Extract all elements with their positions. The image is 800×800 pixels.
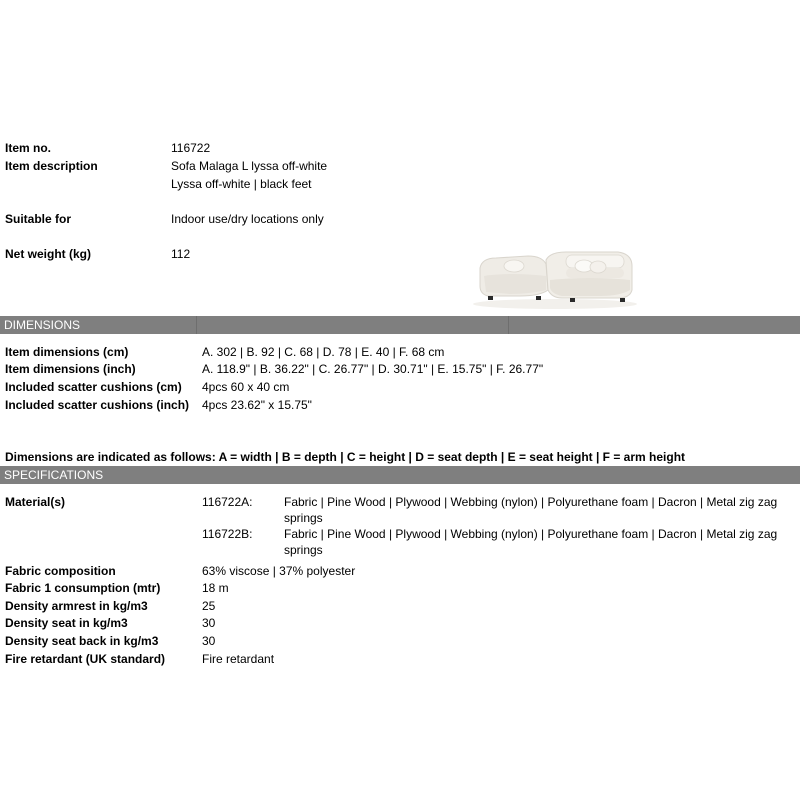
suitable-for-value: Indoor use/dry locations only: [171, 212, 324, 226]
spec-label: Fabric 1 consumption (mtr): [5, 581, 161, 595]
item-description-label: Item description: [5, 159, 98, 173]
suitable-for-label: Suitable for: [5, 212, 72, 226]
specifications-title: SPECIFICATIONS: [4, 468, 104, 482]
dimension-label: Included scatter cushions (cm): [5, 380, 182, 394]
dimension-label: Included scatter cushions (inch): [5, 398, 190, 412]
spec-value: 63% viscose | 37% polyester: [202, 564, 356, 578]
spec-label: Density armrest in kg/m3: [5, 599, 148, 613]
net-weight-label: Net weight (kg): [5, 247, 91, 261]
item-no-value: 116722: [171, 141, 211, 155]
divider: [508, 316, 509, 334]
material-code: 116722B:: [202, 527, 253, 541]
material-value: Fabric | Pine Wood | Plywood | Webbing (nylon) | Polyurethane foam | Dacron | Metal zig zag springs: [284, 527, 778, 557]
sofa-product-image: [470, 246, 640, 312]
dimensions-section-header: [0, 316, 800, 334]
spec-value: 30: [202, 616, 216, 630]
materials-label: Material(s): [5, 495, 66, 509]
spec-value: 30: [202, 634, 216, 648]
material-value: Fabric | Pine Wood | Plywood | Webbing (nylon) | Polyurethane foam | Dacron | Metal zig zag springs: [284, 495, 778, 525]
dimension-value: A. 118.9" | B. 36.22" | C. 26.77" | D. 30.71" | E. 15.75" | F. 26.77": [202, 362, 544, 376]
item-description-line2: Lyssa off-white | black feet: [171, 177, 312, 191]
net-weight-value: 112: [171, 247, 191, 261]
dimension-value: 4pcs 23.62" x 15.75": [202, 398, 312, 412]
spec-label: Density seat back in kg/m3: [5, 634, 159, 648]
dimension-value: A. 302 | B. 92 | C. 68 | D. 78 | E. 40 | F. 68 cm: [202, 345, 445, 359]
spec-value: Fire retardant: [202, 652, 275, 666]
spec-label: Fabric composition: [5, 564, 116, 578]
material-code: 116722A:: [202, 495, 253, 509]
item-description-line1: Sofa Malaga L lyssa off-white: [171, 159, 328, 173]
divider: [196, 316, 197, 334]
dimensions-title: DIMENSIONS: [4, 318, 81, 332]
spec-value: 25: [202, 599, 216, 613]
spec-label: Density seat in kg/m3: [5, 616, 128, 630]
dimension-value: 4pcs 60 x 40 cm: [202, 380, 290, 394]
dimension-label: Item dimensions (cm): [5, 345, 129, 359]
specifications-section-header: [0, 466, 800, 484]
spec-value: 18 m: [202, 581, 229, 595]
item-no-label: Item no.: [5, 141, 52, 155]
dimension-label: Item dimensions (inch): [5, 362, 136, 376]
dimensions-legend-note: Dimensions are indicated as follows: A = width | B = depth | C = height | D = seat depth | E = seat height | F = arm height: [5, 450, 686, 464]
spec-label: Fire retardant (UK standard): [5, 652, 166, 666]
